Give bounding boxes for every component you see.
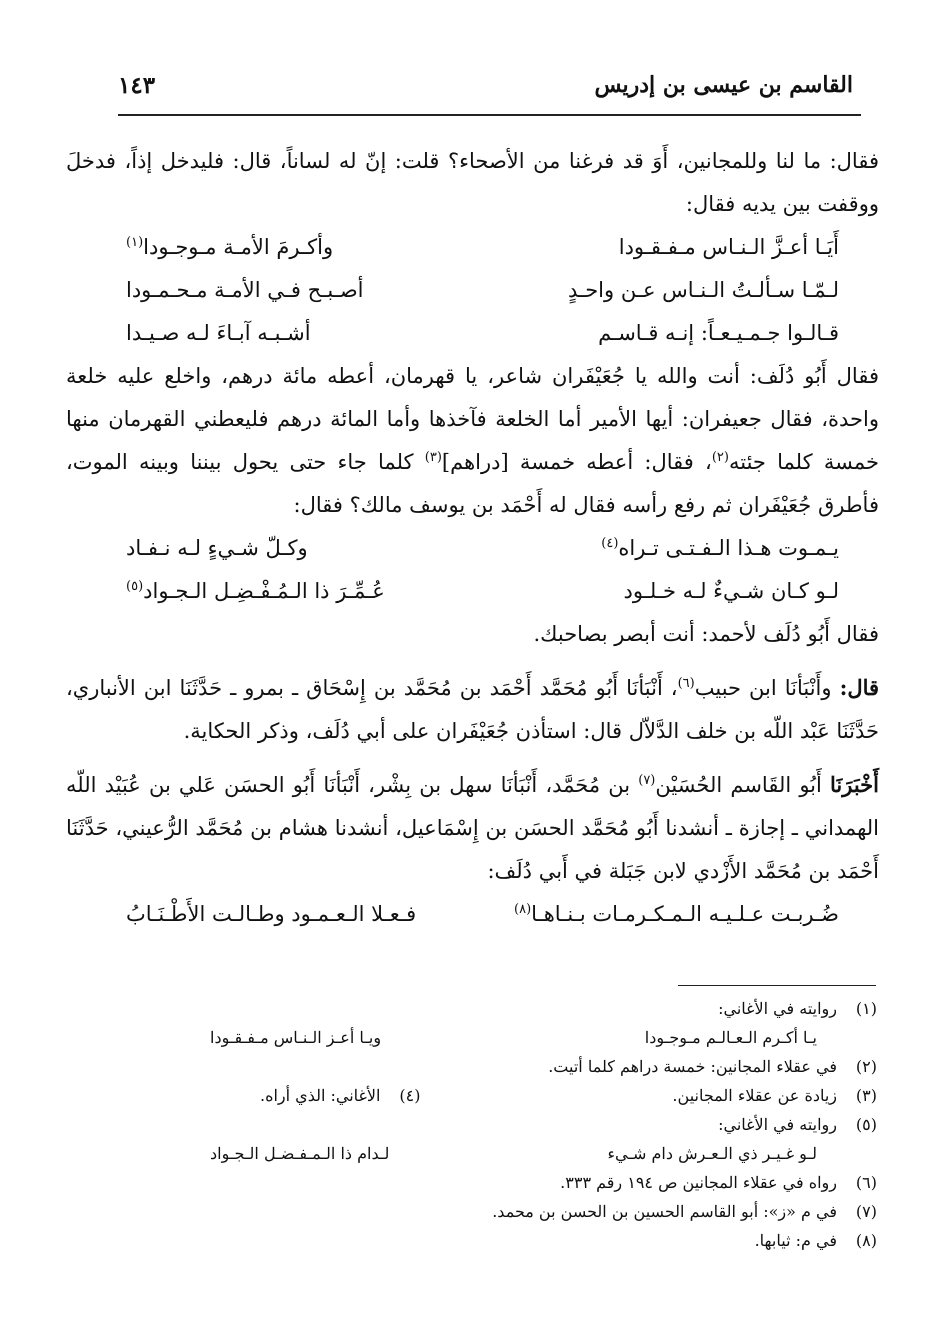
main-text — [66, 140, 879, 936]
verse-hemistich: يـمـوت هـذا الـفـتـى تـراه$^{(٤)}$ — [601, 536, 839, 560]
footnote: (٥) روايته في الأغاني: — [718, 1115, 877, 1134]
footnote: (٤) الأغاني: الذي أراه. — [260, 1086, 421, 1105]
running-header — [118, 72, 853, 112]
paragraph: فقال أَبُو دُلَف لأحمد: أنت أبصر بصاحبك. — [533, 622, 879, 646]
verse-hemistich: وأكـرمَ الأمـة مـوجـودا$^{(١)}$ — [126, 235, 334, 259]
verse-hemistich: قـالـوا جـمـيـعـاً: إنـه قـاسـم — [598, 321, 839, 345]
page-number: ١٤٣ — [118, 72, 156, 99]
verse-line — [66, 570, 879, 613]
running-title: القاسم بن عيسى بن إدريس — [594, 72, 853, 98]
footnote-rule — [678, 985, 876, 986]
footnotes — [120, 994, 877, 1255]
footnote: (٦) رواه في عقلاء المجانين ص ١٩٤ رقم ٣٣٣. — [560, 1173, 877, 1192]
footnote-ref: (٣) — [424, 450, 442, 465]
footnote-ref: (٧) — [638, 773, 656, 788]
paragraph: فقال أَبُو دُلَف: أنت والله يا جُعَيْفَران شاعر، يا قهرمان، أعطه مائة درهم، واخلع عليه خلعة واحدة، فقال جعيفران: أيها الأمير أما الخلعة فآخذها وأما المائة درهم فليعطني القهرمان منها خمسة كلما جئته$^{(٢)}$، فقال: أعطه خمسة [دراهم]$^{(٣)}$ كلما جاء حتى يحول بيننا وبينه الموت، فأطرق جُعَيْفَران ثم رفع رأسه فقال له أَحْمَد بن يوسف مالك؟ فقال: — [66, 364, 879, 517]
verse-hemistich: فـعـلا الـعـمـود وطـالـت الأَطْـنَـابُ — [126, 902, 417, 926]
verse-hemistich: أشـبـه آبـاءَ لـه صـيـدا — [126, 321, 311, 345]
paragraph: فقال: ما لنا وللمجانين، أَوَ قد فرغنا من الأصحاء؟ قلت: إنّ له لساناً، قال: فليدخل إذاً، فدخلَ ووقفت بين يديه فقال: — [66, 149, 879, 216]
footnote: (١) روايته في الأغاني: — [718, 999, 877, 1018]
verse-line — [66, 527, 879, 570]
footnote: (٧) في م «ز»: أبو القاسم الحسين بن الحسن بن محمد. — [492, 1202, 877, 1221]
footnote-ref: (٦) — [677, 676, 695, 691]
footnote-ref: (٤) — [601, 536, 619, 551]
footnote-ref: (١) — [126, 235, 144, 250]
footnote: (٢) في عقلاء المجانين: خمسة دراهم كلما أتيت. — [548, 1057, 877, 1076]
footnote-ref: (٢) — [711, 450, 729, 465]
footnote: (٨) في م: ثيابها. — [754, 1231, 877, 1250]
verse-line — [66, 226, 879, 269]
paragraph: أَخْبَرَنَا أَبُو القَاسم الحُسَيْن$^{(٧)}$ بن مُحَمَّد، أَنْبَأنَا سهل بن بِشْر، أَنْبَأنَا أَبُو الحسَن عَلي بن عُبَيْد اللّه الهمداني ـ إجازة ـ أنشدنا أَبُو مُحَمَّد الحسَن بن إِسْمَاعيل، أنشدنا هشام بن مُحَمَّد الرُّعيني، حَدَّثَنَا أَحْمَد بن مُحَمَّد الأَزْدي لابن جَبَلة في أَبي دُلَف: — [66, 772, 879, 883]
footnote-verse: لـو غـيـر ذي الـعـرش دام شـيء لـدام ذا الـمـفـضـل الـجـواد — [210, 1144, 817, 1163]
verse-hemistich: عُـمِّـرَ ذا الـمُـفْـضِـل الـجـواد$^{(٥)}$ — [126, 579, 385, 603]
verse-line — [66, 312, 879, 355]
verse-hemistich: لـمّـا سـألـتُ الـنـاس عـن واحـدٍ — [568, 278, 839, 302]
verse-line — [66, 269, 879, 312]
paragraph: قال: وأَنْبَأنَا ابن حبيب$^{(٦)}$، أَنْبَأنَا أَبُو مُحَمَّد أَحْمَد بن مُحَمَّد بن إِسْحَاق ـ بمرو ـ حَدَّثَنَا ابن الأنباري، حَدَّثَنَا عَبْد اللّه بن خلف الدَّلاّل قال: استأذن جُعَيْفَران على أبي دُلَف، وذكر الحكاية. — [66, 675, 880, 743]
verse-hemistich: وكـلّ شـيءٍ لـه نـفـاد — [126, 536, 308, 560]
verse-hemistich: لـو كـان شـيءٌ لـه خـلـود — [623, 579, 839, 603]
footnote-pair — [120, 1081, 877, 1110]
verse-hemistich: ضُـربـت عـلـيـه الـمـكـرمـات بـنـاهـا$^{(٨)}$ — [514, 902, 839, 926]
verse-hemistich: أَيَـا أعـزَّ الـنـاس مـفـقـودا — [618, 235, 839, 259]
header-rule — [118, 114, 861, 116]
verse-line — [66, 893, 879, 936]
footnote-ref: (٥) — [126, 579, 144, 594]
verse-hemistich: أصـبـح فـي الأمـة مـحـمـودا — [126, 278, 364, 302]
footnote-verse: يـا أكـرم الـعـالـم مـوجـودا ويـا أعـز الـنـاس مـفـقـودا — [210, 1028, 817, 1047]
footnote-ref: (٨) — [514, 902, 532, 917]
footnote: (٣) زيادة عن عقلاء المجانين. — [672, 1086, 877, 1105]
